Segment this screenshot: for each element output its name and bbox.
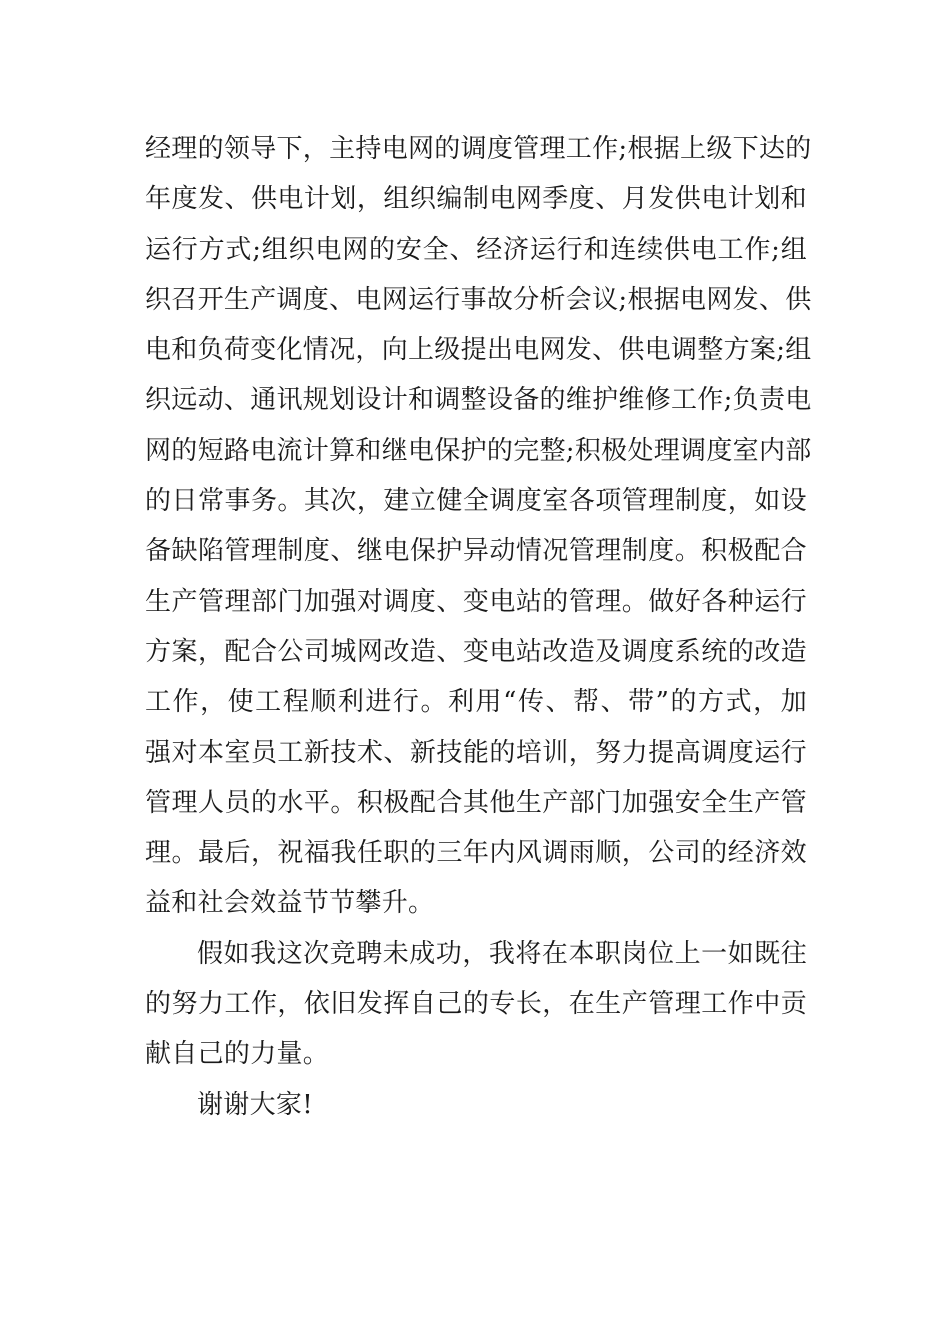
text-line: 生产管理部门加强对调度、变电站的管理。做好各种运行 <box>145 586 807 617</box>
text-line: 运行方式;组织电网的安全、经济运行和连续供电工作;组 <box>145 234 807 265</box>
text-line: 的努力工作，依旧发挥自己的专长，在生产管理工作中贡 <box>145 989 807 1020</box>
text-line: 备缺陷管理制度、继电保护异动情况管理制度。积极配合 <box>145 536 807 567</box>
text-line: 理。最后，祝福我任职的三年内风调雨顺，公司的经济效 <box>145 838 807 869</box>
text-line: 管理人员的水平。积极配合其他生产部门加强安全生产管 <box>145 787 807 818</box>
text-line: 假如我这次竞聘未成功，我将在本职岗位上一如既往 <box>197 938 807 969</box>
text-line: 年度发、供电计划，组织编制电网季度、月发供电计划和 <box>145 184 807 215</box>
closing-text: 谢谢大家! <box>197 1089 313 1120</box>
text-line: 的日常事务。其次，建立健全调度室各项管理制度，如设 <box>145 486 807 517</box>
text-line: 电和负荷变化情况，向上级提出电网发、供电调整方案;组 <box>145 335 812 366</box>
text-line: 献自己的力量。 <box>145 1039 330 1070</box>
text-line: 工作，使工程顺利进行。利用“传、帮、带”的方式，加 <box>145 687 807 718</box>
text-line: 织远动、通讯规划设计和调整设备的维护维修工作;负责电 <box>145 385 812 416</box>
paragraph-fallback <box>145 929 807 1080</box>
text-line: 强对本室员工新技术、新技能的培训，努力提高调度运行 <box>145 737 807 768</box>
text-line: 方案，配合公司城网改造、变电站改造及调度系统的改造 <box>145 636 807 667</box>
closing-line <box>145 1080 807 1130</box>
text-line: 益和社会效益节节攀升。 <box>145 888 435 919</box>
document-body <box>145 124 812 1130</box>
text-line: 织召开生产调度、电网运行事故分析会议;根据电网发、供 <box>145 284 812 315</box>
text-line: 经理的领导下，主持电网的调度管理工作;根据上级下达的 <box>145 134 812 164</box>
paragraph-continuation <box>145 124 812 929</box>
text-line: 网的短路电流计算和继电保护的完整;积极处理调度室内部 <box>145 435 812 466</box>
